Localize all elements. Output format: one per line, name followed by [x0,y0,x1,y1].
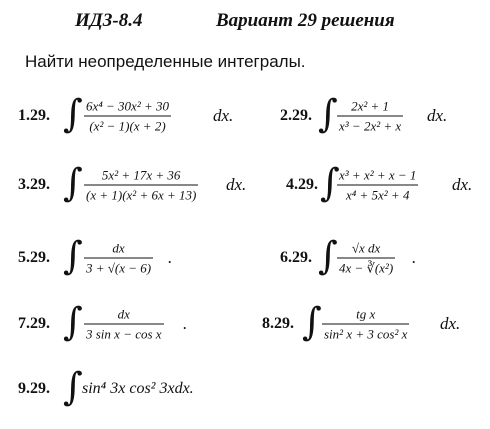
differential: dx. [427,106,448,125]
numerator: x³ + x² + x − 1 [337,169,418,186]
denominator: sin² x + 3 cos² x [324,326,408,342]
problem-number: 6.29. [280,249,312,266]
differential: dx. [452,175,473,194]
problem-number: 1.29. [18,107,50,124]
integral-sign: ∫ [320,160,340,205]
integrand-expression: sin⁴ 3x cos² 3xdx. [82,380,194,397]
problem-number: 2.29. [280,107,312,124]
differential: dx. [213,106,234,125]
problem-7 [18,297,218,351]
numerator: 6x⁴ − 30x² + 30 [84,100,171,117]
problem-4 [286,158,482,212]
integral-sign: ∫ [63,299,83,344]
fraction [337,100,403,133]
fraction [322,308,409,341]
problem-6 [280,231,440,285]
denominator: x³ − 2x² + x [339,118,402,134]
integral-sign: ∫ [318,233,338,278]
problem-number: 7.29. [18,315,50,332]
differential: dx. [226,175,247,194]
fraction [84,308,164,341]
denominator: 3 sin x − cos x [86,326,162,342]
denominator: 3 + √(x − 6) [86,260,152,276]
denominator: (x² − 1)(x + 2) [89,118,166,134]
header [75,10,480,32]
fraction [84,242,153,275]
problem-number: 5.29. [18,249,50,266]
fraction [337,169,418,202]
differential: dx. [440,314,461,333]
integral-sign: ∫ [302,299,322,344]
problem-2 [280,89,480,143]
period: . [183,314,188,333]
problem-1 [18,89,258,143]
problem-number: 9.29. [18,380,50,397]
integral-sign: ∫ [63,364,83,409]
problem-number: 8.29. [262,315,294,332]
fraction [337,242,395,275]
assignment-code: ИДЗ-8.4 [75,10,143,31]
fraction [84,169,198,202]
denominator: (x + 1)(x² + 6x + 13) [86,187,197,203]
integral-sign: ∫ [63,160,83,205]
numerator: dx [84,242,153,259]
problem-number: 4.29. [286,176,318,193]
problem-9 [18,362,258,416]
period: . [412,248,417,267]
numerator: tg x [322,308,409,325]
numerator: 2x² + 1 [337,100,403,117]
problem-number: 3.29. [18,176,50,193]
problem-8 [262,297,484,351]
integral-sign: ∫ [318,91,338,136]
denominator: 4x − ∛(x²) [339,260,394,276]
numerator: 5x² + 17x + 36 [84,169,198,186]
numerator: dx [84,308,164,325]
variant-title: Вариант 29 решения [216,10,395,31]
problem-5 [18,231,188,285]
instruction-text: Найти неопределенные интегралы. [25,52,306,71]
integral-sign: ∫ [63,91,83,136]
integral-sign: ∫ [63,233,83,278]
denominator: x⁴ + 5x² + 4 [345,187,410,203]
numerator: √x dx [337,242,395,259]
period: . [168,248,173,267]
fraction [84,100,171,133]
problem-3 [18,158,280,212]
